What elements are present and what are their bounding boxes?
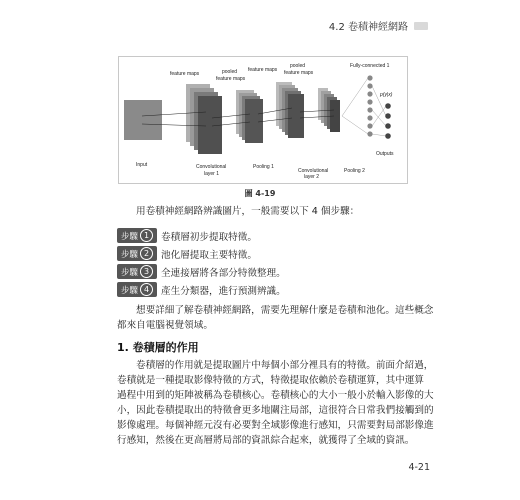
para3-line: 過程中用到的矩陣被稱為卷積核心。卷積核心的大小一般小於輸入影像的大 [117,390,434,401]
label-conv2: Convolutional [298,168,329,174]
label-feature-maps-2: feature maps [216,76,246,82]
label-pool2: Pooling 2 [344,168,365,174]
conv1-maps [186,84,222,154]
step-text: 池化層提取主要特徵。 [161,249,257,261]
input-image [124,100,162,140]
label-feature-maps-3: feature maps [248,67,278,73]
step-badge: 步驟 3 [117,264,157,279]
running-header [329,18,428,33]
figure-caption: 圖 4-19 [244,189,276,198]
label-input: Input [136,162,148,168]
section-title: 1. 卷積層的作用 [117,341,199,354]
label-conv2b: layer 2 [304,174,320,180]
cnn-figure [118,56,408,184]
para2-line2: 都來自電腦視覺領域。 [117,320,213,331]
step-4 [117,282,286,297]
label-feature-maps-4: feature maps [284,70,314,76]
page-number: 4-21 [408,462,430,473]
para3-line: 小，因此卷積提取出的特徵會更多地關注局部，這很符合日常我們接觸到的 [117,405,434,416]
para3-line: 卷積層的作用就是提取圖片中每個小部分裡具有的特徵。前面介紹過， [136,360,434,371]
label-pool1: Pooling 1 [253,164,274,170]
step-text: 全連接層將各部分特徵整理。 [161,267,286,279]
step-text: 產生分類器，進行預測辨識。 [161,285,286,297]
label-feature-maps-1: feature maps [170,71,200,77]
step-text: 卷積層初步提取特徵。 [161,231,257,243]
para2-line1: 想要詳細了解卷積神經網路，需要先理解什麼是卷積和池化。這些概念 [136,305,434,316]
pool1-maps [236,90,263,143]
para3-line: 行感知，然後在更高層將局部的資訊綜合起來，就獲得了全域的資訊。 [117,435,415,446]
cnn-diagram [118,56,408,184]
step-1 [117,228,257,243]
intro-paragraph: 用卷積神經網路辨識圖片，一般需要以下 4 個步驟： [136,206,360,217]
step-badge: 步驟 1 [117,228,157,243]
label-fully-connected: Fully-connected 1 [350,63,390,69]
label-pooled-1: pooled [222,69,238,75]
header-tab-marker [414,22,428,30]
step-badge: 步驟 2 [117,246,157,261]
label-conv1: Convolutional [196,164,227,170]
para3-line: 影像處理。每個神經元沒有必要對全域影像進行感知，只需要對局部影像進 [117,420,434,431]
label-outputs: Outputs [376,151,394,157]
para3-line: 卷積就是一種提取影像特徵的方式，特徵提取依賴於卷積運算，其中運算 [117,375,424,386]
header-title: 4.2 卷積神經網路 [328,22,408,33]
step-2 [117,246,257,261]
label-conv1b: layer 1 [204,171,220,177]
step-3 [117,264,286,279]
label-pyx: p(y|x) [380,92,393,98]
label-pooled-2: pooled [290,63,306,69]
step-badge: 步驟 4 [117,282,157,297]
